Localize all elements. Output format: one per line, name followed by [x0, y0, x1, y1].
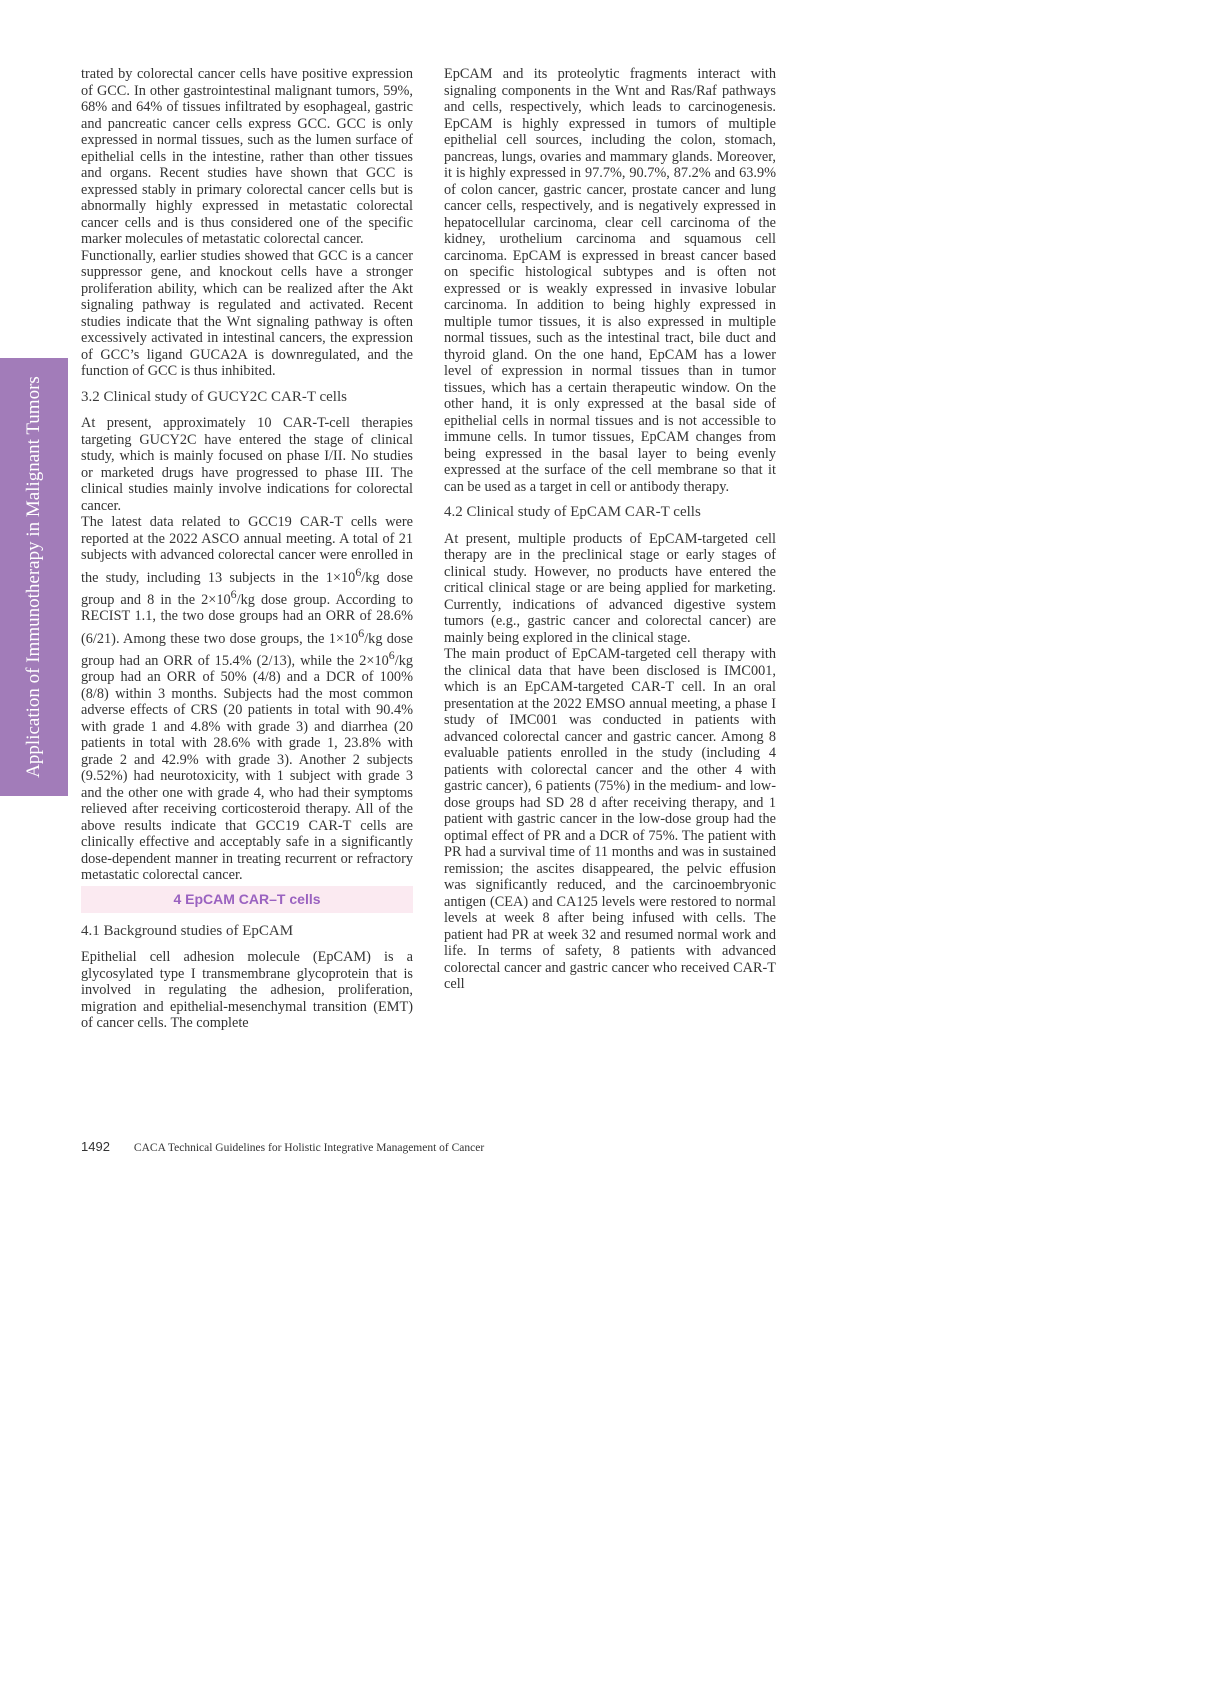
superscript: 6 — [355, 564, 362, 579]
paragraph: trated by colorectal cancer cells have positive expression of GCC. In other gastrointestinal malignant tumors, 59%, 68% and 64% of tissues infiltrated by esophageal, gastric and pancreatic cancer cells express GCC. GCC is only expressed in normal tissues, such as the lumen surface of epithelial cells in the intestine, rather than other tissues and organs. Recent studies have shown that GCC is expressed stably in primary colorectal cancer cells but is abnormally highly expressed in metastatic colorectal cancer cells and is thus considered one of the specific marker molecules of metastatic colorectal cancer. — [81, 66, 413, 247]
superscript: 6 — [358, 625, 365, 640]
paragraph: At present, multiple products of EpCAM-targeted cell therapy are in the preclinical stage or early stages of clinical study. However, no products have entered the critical clinical stage or are being applied for marketing. Currently, indications of advanced digestive system tumors (e.g., gastric cancer and colorectal cancer) are mainly being explored in the clinical stage. — [444, 530, 776, 646]
text-run: /kg dose group. According to RECIST 1.1, the two dose groups had an ORR of 28.6% (6/21). Among these two dose groups, the 1×10 — [81, 591, 413, 647]
text-run: /kg dose group had an ORR of 15.4% (2/13), while the 2×10 — [81, 630, 413, 669]
page-number: 1492 — [81, 1139, 110, 1154]
text-run: The latest data related to GCC19 CAR-T cells were reported at the 2022 ASCO annual meeting. A total of 21 subjects with advanced colorectal cancer were enrolled in the study, including 13 subjects in the 1×10 — [81, 514, 413, 586]
text-run: /kg dose group and 8 in the 2×10 — [81, 569, 413, 608]
section-heading-4: 4 EpCAM CAR–T cells — [81, 886, 413, 913]
paragraph: The main product of EpCAM-targeted cell therapy with the clinical data that have been disclosed is IMC001, which is an EpCAM-targeted CAR-T cell. In an oral presentation at the 2022 EMSO annual meeting, a phase I study of IMC001 was conducted in patients with advanced colorectal cancer and gastric cancer. Among 8 evaluable patients enrolled in the study (including 4 patients with colorectal cancer and the other 4 with gastric cancer), 6 patients (75%) in the medium- and low-dose groups had SD 28 d after receiving therapy, and 1 patient with gastric cancer in the low-dose group had the optimal effect of PR and a DCR of 75%. The patient with PR had a survival time of 11 months and was in sustained remission; the ascites disappeared, the pelvic effusion was significantly reduced, and the carcinoembryonic antigen (CEA) and CA125 levels were restored to normal levels at week 8 after being infused with cells. The patient had PR at week 32 and resumed normal work and life. In terms of safety, 8 patients with advanced colorectal cancer and gastric cancer who received CAR-T cell — [444, 646, 776, 992]
paragraph-gcc19-results — [81, 514, 413, 884]
subsection-heading-4-1: 4.1 Background studies of EpCAM — [81, 922, 294, 939]
subsection-heading-3-2: 3.2 Clinical study of GUCY2C CAR-T cells — [81, 388, 347, 405]
side-tab-label: Application of Immunotherapy in Malignant Tumors — [23, 376, 44, 778]
paragraph: At present, approximately 10 CAR-T-cell therapies targeting GUCY2C have entered the stage of clinical study, which is mainly focused on phase I/II. No studies or marketed drugs have progressed to phase III. The clinical studies mainly involve indications for colorectal cancer. — [81, 415, 413, 514]
subsection-heading-4-2: 4.2 Clinical study of EpCAM CAR-T cells — [444, 504, 701, 520]
superscript: 6 — [230, 586, 237, 601]
paragraph: Functionally, earlier studies showed that GCC is a cancer suppressor gene, and knockout cells have a stronger proliferation ability, which can be realized after the Akt signaling pathway is regulated and activated. Recent studies indicate that the Wnt signaling pathway is often excessively activated in intestinal cancers, the expression of GCC’s ligand GUCA2A is downregulated, and the function of GCC is thus inhibited. — [81, 247, 413, 379]
left-column — [81, 66, 413, 1032]
text-run: /kg group had an ORR of 50% (4/8) and a DCR of 100% (8/8) within 3 months. Subjects had the most common adverse effects of CRS (20 patients in total with 90.4% with grade 1 and 4.8% with grade 3) and diarrhea (20 patients in total with 28.6% with grade 1, 23.8% with grade 2 and 42.9% with grade 3). Another 2 subjects (9.52%) had neurotoxicity, with 1 subject with grade 3 and the other one with grade 4, who had their symptoms relieved after receiving corticosteroid therapy. All of the above results indicate that GCC19 CAR-T cells are clinically effective and acceptably safe in a significantly dose-dependent manner in treating recurrent or refractory metastatic colorectal cancer. — [81, 652, 413, 884]
paragraph: Epithelial cell adhesion molecule (EpCAM) is a glycosylated type I transmembrane glycoprotein that is involved in regulating the adhesion, proliferation, migration and epithelial-mesenchymal transition (EMT) of cancer cells. The complete — [81, 949, 413, 1032]
paragraph: EpCAM and its proteolytic fragments interact with signaling components in the Wnt and Ras/Raf pathways and cells, respectively, which leads to carcinogenesis. EpCAM is highly expressed in tumors of multiple epithelial cell sources, including the colon, stomach, pancreas, lungs, ovaries and mammary glands. Moreover, it is highly expressed in 97.7%, 90.7%, 87.2% and 63.9% of colon cancer, gastric cancer, prostate cancer and lung cancer cells, respectively, and is negatively expressed in hepatocellular carcinoma, clear cell carcinoma of the kidney, urothelium carcinoma and squamous cell carcinoma. EpCAM is expressed in breast cancer based on specific histological subtypes and is often not expressed or is weakly expressed in invasive lobular carcinoma. In addition to being highly expressed in multiple tumor tissues, it is also expressed in multiple normal tissues, such as the intestinal tract, bile duct and thyroid gland. On the one hand, EpCAM has a lower level of expression in normal tissues than in tumor tissues, which has a certain therapeutic window. On the other hand, it is only expressed at the basal side of epithelial cells in normal tissues and is not accessible to immune cells. In tumor tissues, EpCAM changes from being expressed in the basal layer to being evenly expressed at the surface of the cell membrane so that it can be used as a target in cell or antibody therapy. — [444, 66, 776, 495]
page-footer — [81, 1138, 484, 1156]
journal-title: CACA Technical Guidelines for Holistic Integrative Management of Cancer — [133, 1142, 485, 1154]
right-column — [444, 66, 776, 993]
superscript: 6 — [388, 647, 395, 662]
side-tab — [0, 358, 68, 796]
